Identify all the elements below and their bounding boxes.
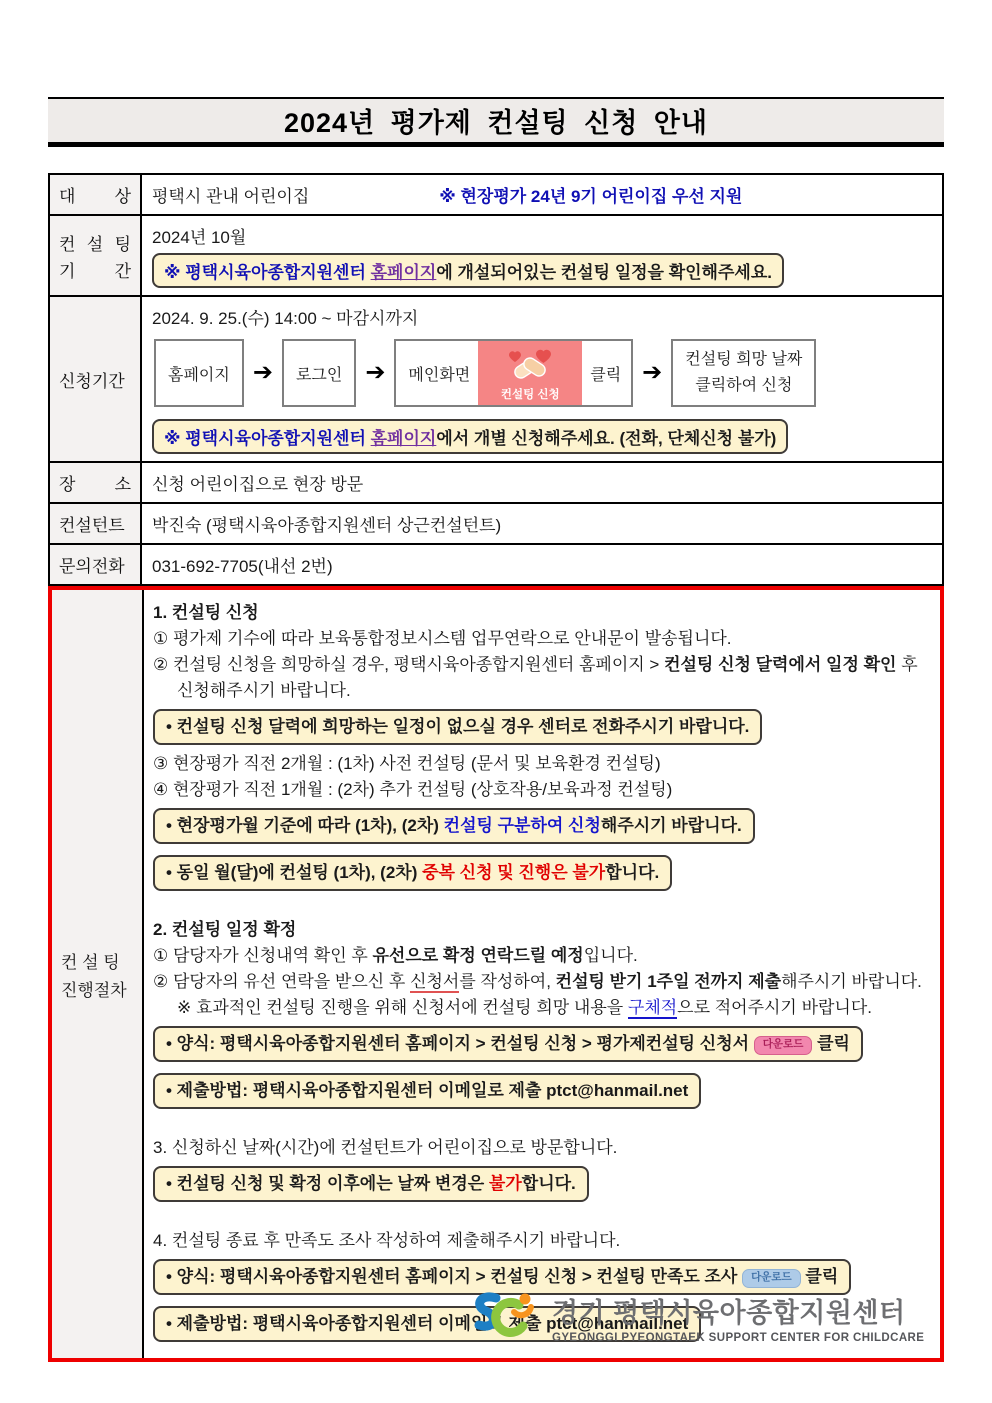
notice-submit-email: • 제출방법: 평택시육아종합지원센터 이메일로 제출 ptct@hanmail.net: [153, 1073, 701, 1109]
row-consultant-label: 컨설턴트: [59, 516, 125, 535]
homepage-link[interactable]: 홈페이지: [370, 429, 437, 448]
section-1-apply: [153, 600, 928, 897]
title-bar: [48, 97, 944, 147]
row-consultant: [50, 502, 942, 543]
org-name-english: GYEONGGI PYEONGTAEK SUPPORT CENTER FOR CHILDCARE: [552, 1331, 925, 1344]
arrow-icon: ➔: [252, 359, 273, 386]
consultant-value: 박진숙 (평택시육아종합지원센터 상근컨설턴트): [152, 516, 502, 535]
tile-label: 컨설팅 신청: [500, 389, 560, 401]
row-target-label: 대 상: [59, 187, 131, 206]
footer-logo: [468, 1288, 924, 1346]
s1-item-3: ③ 현장평가 직전 2개월 : (1차) 사전 컨설팅 (문서 및 보육환경 컨설팅): [153, 754, 661, 773]
consulting-apply-tile[interactable]: [478, 341, 582, 405]
row-apply-period: [50, 295, 942, 461]
notice-no-date-change: • 컨설팅 신청 및 확정 이후에는 날짜 변경은 불가합니다.: [153, 1166, 589, 1202]
flow-step-main-screen: 메인화면 컨설팅 신청 클릭: [394, 339, 633, 407]
section-2-schedule: [153, 917, 928, 1115]
homepage-link[interactable]: 홈페이지: [370, 263, 437, 282]
row-period-label-1: 컨 설 팅: [59, 234, 131, 254]
flow-step-homepage: 홈페이지: [154, 339, 244, 407]
section-1-heading: 1. 컨설팅 신청: [153, 603, 259, 622]
procedure-label-2: 진행절차: [61, 980, 127, 1000]
row-place: [50, 461, 942, 502]
section-3-heading: 3. 신청하신 날짜(시간)에 컨설턴트가 어린이집으로 방문합니다.: [153, 1138, 618, 1157]
section-4-heading: 4. 컨설팅 종료 후 만족도 조사 작성하여 제출해주시기 바랍니다.: [153, 1231, 621, 1250]
notice-call-center: • 컨설팅 신청 달력에 희망하는 일정이 없으실 경우 센터로 전화주시기 바랍니다.: [153, 709, 762, 745]
row-period-label-2: 기 간: [59, 261, 131, 281]
notice-no-duplicate: • 동일 월(달)에 컨설팅 (1차), (2차) 중복 신청 및 진행은 불가합니다.: [153, 855, 672, 891]
place-value: 신청 어린이집으로 현장 방문: [152, 475, 364, 494]
period-notice-box: ※ 평택시육아종합지원센터 홈페이지에 개설되어있는 컨설팅 일정을 확인해주세요.: [152, 253, 784, 288]
s1-item-1: ① 평가제 기수에 따라 보육통합정보시스템 업무연락으로 안내문이 발송됩니다.: [153, 629, 732, 648]
row-apply-label: 신청기간: [59, 371, 125, 391]
info-table: [48, 173, 944, 586]
row-phone-label: 문의전화: [59, 557, 125, 576]
page-title: 2024년 평가제 컨설팅 신청 안내: [284, 108, 708, 138]
row-place-label: 장 소: [59, 475, 131, 494]
s2-item-2: ② 담당자의 유선 연락을 받으신 후 신청서를 작성하여, 컨설팅 받기 1주일 전까지 제출해주시기 바랍니다.: [153, 972, 922, 991]
section-3-visit: [153, 1135, 928, 1208]
notice-survey-submit-email: • 제출방법: 평택시육아종합지원센터 이메일로 제출 ptct@hanmail.net: [153, 1306, 701, 1342]
procedure-section: [48, 586, 944, 1362]
arrow-icon: ➔: [642, 359, 663, 386]
row-target: [50, 175, 942, 214]
target-value: 평택시 관내 어린이집: [152, 187, 310, 206]
section-2-heading: 2. 컨설팅 일정 확정: [153, 920, 297, 939]
flow-step-login: 로그인: [282, 339, 356, 407]
document-sheet: [48, 97, 944, 1362]
notice-distinguish-rounds: • 현장평가월 기준에 따라 (1차), (2차) 컨설팅 구분하여 신청해주시기 바랍니다.: [153, 808, 755, 844]
flow-step-select-date: 컨설팅 희망 날짜 클릭하여 신청: [671, 339, 816, 407]
procedure-label-1: 컨 설 팅: [61, 952, 120, 972]
phone-value: 031-692-7705(내선 2번): [152, 557, 333, 576]
s1-item-4: ④ 현장평가 직전 1개월 : (2차) 추가 컨설팅 (상호작용/보육과정 컨설팅): [153, 780, 673, 799]
apply-date: 2024. 9. 25.(수) 14:00 ~ 마감시까지: [152, 309, 419, 328]
download-badge[interactable]: 다운로드: [742, 1269, 801, 1288]
handshake-hearts-icon: [507, 348, 553, 386]
row-phone: [50, 543, 942, 584]
download-badge[interactable]: 다운로드: [754, 1036, 813, 1055]
apply-flow-diagram: [154, 339, 932, 407]
s2-item-1: ① 담당자가 신청내역 확인 후 유선으로 확정 연락드릴 예정입니다.: [153, 946, 638, 965]
notice-application-form: • 양식: 평택시육아종합지원센터 홈페이지 > 컨설팅 신청 > 평가제컨설팅 신청서 다운로드 클릭: [153, 1026, 863, 1062]
s1-item-2: ② 컨설팅 신청을 희망하실 경우, 평택시육아종합지원센터 홈페이지 > 컨설팅 신청 달력에서 일정 확인 후 신청해주시기 바랍니다.: [153, 655, 918, 700]
org-name-korean: 경기 평택시육아종합지원센터: [552, 1297, 906, 1328]
arrow-icon: ➔: [365, 359, 386, 386]
row-period: [50, 214, 942, 295]
notice-survey-form: • 양식: 평택시육아종합지원센터 홈페이지 > 컨설팅 신청 > 컨설팅 만족도 조사 다운로드 클릭: [153, 1259, 851, 1295]
period-value: 2024년 10월: [152, 228, 247, 247]
s2-note: ※ 효과적인 컨설팅 진행을 위해 신청서에 컨설팅 희망 내용을 구체적으로 적어주시기 바랍니다.: [177, 998, 872, 1017]
center-logo-icon: [468, 1288, 542, 1346]
apply-notice-box: ※ 평택시육아종합지원센터 홈페이지에서 개별 신청해주세요. (전화, 단체신청 불가): [152, 419, 788, 454]
target-priority-note: ※ 현장평가 24년 9기 어린이집 우선 지원: [439, 187, 743, 206]
